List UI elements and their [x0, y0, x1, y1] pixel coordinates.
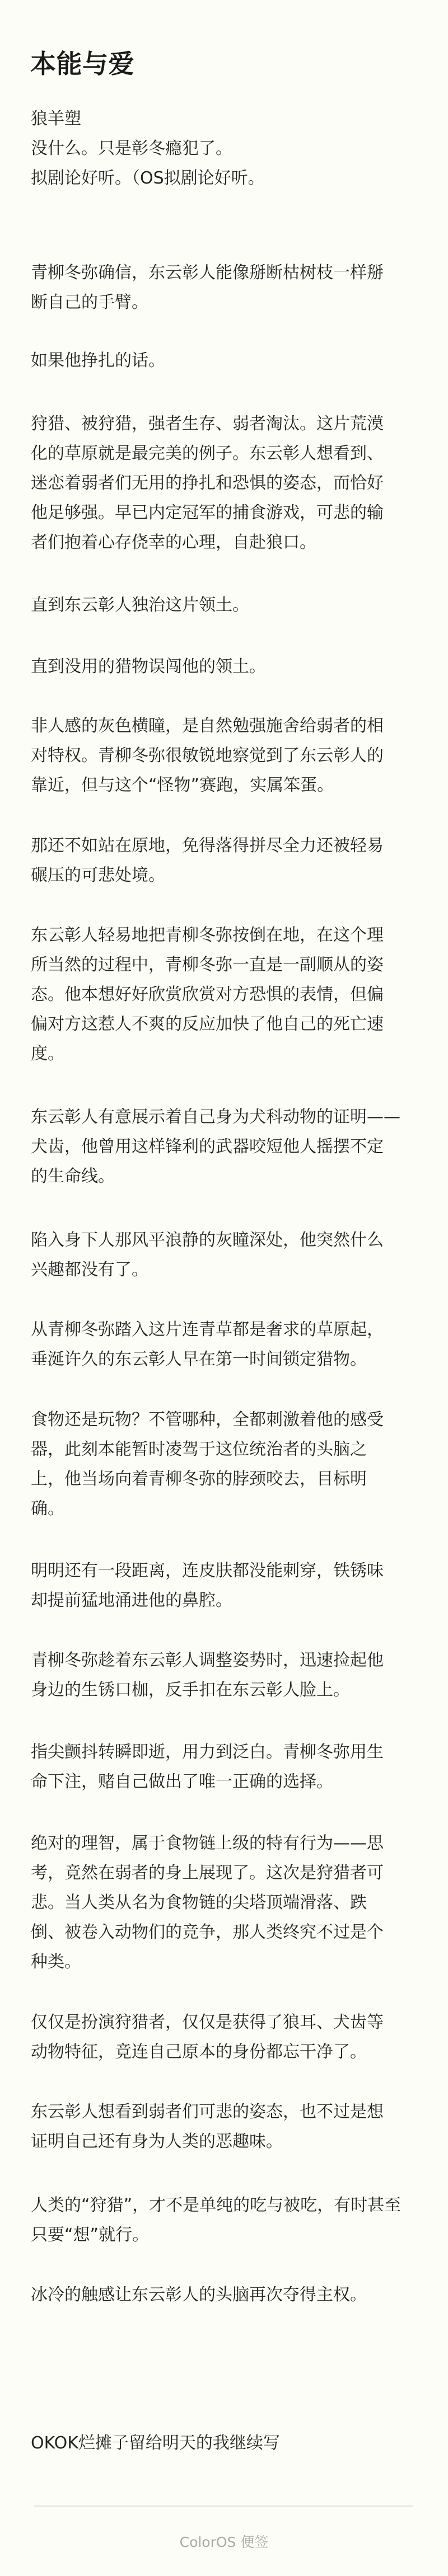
paragraph-line: 东云彰人轻易地把青柳冬弥按倒在地，在这个理: [31, 925, 384, 945]
paragraph-line: 的生命线。: [31, 1167, 115, 1186]
paragraph-line: 食物还是玩物？不管哪种，全都刺激着他的感受: [31, 1410, 384, 1430]
paragraph-line: 对特权。青柳冬弥很敏锐地察觉到了东云彰人的: [31, 746, 384, 765]
paragraph-line: 上，他当场向着青柳冬弥的脖颈咬去，目标明: [31, 1469, 367, 1489]
paragraph-line: 从青柳冬弥踏入这片连青草都是奢求的草原起，: [31, 1320, 384, 1339]
paragraph-line: 指尖颤抖转瞬即逝，用力到泛白。青柳冬弥用生: [31, 1742, 384, 1762]
paragraph: [31, 1102, 423, 1191]
summary-line: 没什么。只是彰冬瘾犯了。: [31, 139, 232, 158]
paragraph: [31, 1737, 423, 1797]
paragraph-line: 人类的“狩猎”，才不是单纯的吃与被吃，有时甚至: [31, 2196, 402, 2215]
paragraph-line: 垂涎许久的东云彰人早在第一时间锁定猎物。: [31, 1350, 367, 1369]
paragraph-line: OKOK烂摊子留给明天的我继续写: [31, 2433, 280, 2453]
footer-divider: [34, 2506, 413, 2507]
closing-note: [31, 2428, 423, 2458]
paragraph-line: 种类。: [31, 1952, 81, 1972]
paragraph-line: 所当然的过程中，青柳冬弥一直是一副顺从的姿: [31, 955, 384, 975]
paragraph-line: 命下注，赌自己做出了唯一正确的选择。: [31, 1772, 333, 1792]
paragraph: [31, 258, 423, 317]
paragraph: [31, 346, 423, 375]
paragraph: [31, 920, 423, 1069]
paragraph: [31, 652, 423, 681]
paragraph-line: 东云彰人想看到弱者们可悲的姿态，也不过是想: [31, 2102, 384, 2122]
paragraph: [31, 2097, 423, 2156]
paragraph-line: 倒、被卷入动物们的竞争，那人类终究不过是个: [31, 1922, 384, 1942]
paragraph: [31, 2008, 423, 2067]
paragraph: [31, 409, 423, 557]
paragraph-line: 绝对的理智，属于食物链上级的特有行为——思: [31, 1834, 384, 1853]
paragraph-line: 直到没用的猎物误闯他的领土。: [31, 657, 266, 676]
paragraph-line: 青柳冬弥确信，东云彰人能像掰断枯树枝一样掰: [31, 263, 384, 283]
paragraph-line: 那还不如站在原地，免得落得拼尽全力还被轻易: [31, 836, 384, 855]
paragraph-line: 陷入身下人那风平浪静的灰瞳深处，他突然什么: [31, 1230, 384, 1250]
author-line: 狼羊塑: [31, 109, 81, 129]
paragraph-line: 确。: [31, 1499, 64, 1519]
paragraph-line: 证明自己还有身为人类的恶趣味。: [31, 2132, 283, 2151]
paragraph-line: 狩猎、被狩猎，强者生存、弱者淘汰。这片荒漠: [31, 414, 384, 434]
paragraph-line: 冰冷的触感让东云彰人的头脑再次夺得主权。: [31, 2285, 367, 2305]
paragraph: [31, 1405, 423, 1524]
paragraph-line: 犬齿，他曾用这样锋利的武器咬短他人摇摆不定: [31, 1137, 384, 1157]
paragraph-line: 他足够强。早已内定冠军的捕食游戏，可悲的输: [31, 503, 384, 523]
paragraph-line: 如果他挣扎的话。: [31, 351, 165, 370]
paragraph-line: 非人感的灰色横瞳，是自然勉强施舍给弱者的相: [31, 716, 384, 736]
paragraph-line: 兴趣都没有了。: [31, 1260, 148, 1280]
paragraph: [31, 1556, 423, 1615]
header-block: [31, 104, 423, 193]
paragraph: [31, 590, 423, 620]
paragraph-line: 青柳冬弥趁着东云彰人调整姿势时，迅速捡起他: [31, 1651, 384, 1670]
paragraph-line: 身边的生锈口枷，反手扣在东云彰人脸上。: [31, 1680, 350, 1700]
paragraph-line: 动物特征，竟连自己原本的身份都忘干净了。: [31, 2042, 367, 2062]
paragraph-line: 迷恋着弱者们无用的挣扎和恐惧的姿态，而恰好: [31, 473, 384, 493]
paragraph-line: 仅仅是扮演狩猎者，仅仅是获得了狼耳、犬齿等: [31, 2013, 384, 2032]
app-watermark: ColorOS 便签: [179, 2534, 269, 2550]
paragraph-line: 考，竟然在弱者的身上展现了。这次是狩猎者可: [31, 1863, 384, 1883]
paragraph: [31, 1828, 423, 1977]
note-title: 本能与爱: [30, 49, 134, 79]
paragraph-line: 靠近，但与这个“怪物”赛跑，实属笨蛋。: [31, 775, 334, 795]
paragraph-line: 化的草原就是最完美的例子。东云彰人想看到、: [31, 444, 384, 463]
paragraph: [31, 1646, 423, 1705]
paragraph: [31, 2190, 423, 2250]
paragraph-line: 只要“想”就行。: [31, 2225, 150, 2245]
paragraph-line: 偏对方这惹人不爽的反应加快了他自己的死亡速: [31, 1014, 384, 1034]
paragraph-line: 直到东云彰人独治这片领土。: [31, 595, 249, 615]
paragraph: [31, 711, 423, 800]
paragraph-line: 东云彰人有意展示着自己身为犬科动物的证明——: [31, 1107, 400, 1127]
paragraph-line: 断自己的手臂。: [31, 293, 148, 312]
paragraph-line: 度。: [31, 1044, 64, 1064]
paragraph: [31, 1315, 423, 1374]
paragraph-line: 态。他本想好好欣赏欣赏对方恐惧的表情，但偏: [31, 985, 384, 1004]
paragraph: [31, 2280, 423, 2310]
paragraph-line: 碾压的可悲处境。: [31, 866, 165, 885]
paragraph-line: 器，此刻本能暂时凌驾于这位统治者的头脑之: [31, 1440, 367, 1459]
paragraph-line: 却提前猛地涌进他的鼻腔。: [31, 1591, 232, 1610]
paragraph-line: 明明还有一段距离，连皮肤都没能刺穿，铁锈味: [31, 1561, 384, 1581]
paragraph: [31, 1225, 423, 1285]
paragraph: [31, 831, 423, 890]
paragraph-line: 悲。当人类从名为食物链的尖塔顶端滑落、跌: [31, 1893, 367, 1912]
paragraph-line: 者们抱着心存侥幸的心理，自赴狼口。: [31, 533, 316, 552]
note-line: 拟剧论好听。（OS拟剧论好听。: [31, 168, 265, 188]
